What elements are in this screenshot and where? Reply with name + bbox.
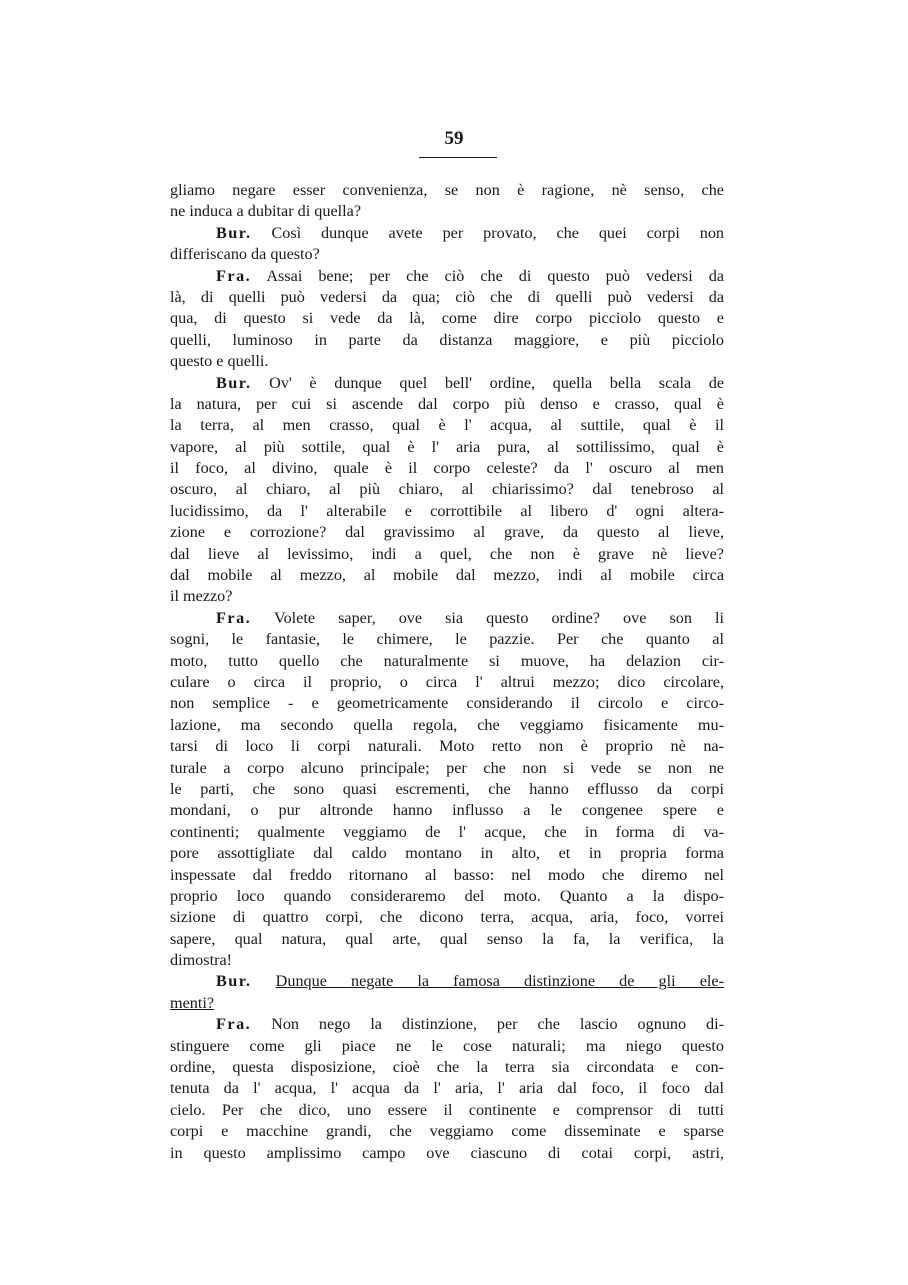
- text-line: [170, 437, 724, 458]
- line-text: turale a corpo alcuno principale; per che non si vede se non ne: [170, 758, 724, 777]
- line-text: lazione, ma secondo quella regola, che veggiamo fisicamente mu-: [170, 715, 724, 734]
- text-line: [170, 565, 724, 586]
- speaker-label: Fra.: [216, 1015, 252, 1034]
- line-text: Assai bene; per che ciò che di questo può vedersi da: [266, 266, 724, 285]
- text-line: [170, 693, 724, 714]
- text-line: [170, 1121, 724, 1142]
- text-line: [170, 586, 724, 607]
- line-text: corpi e macchine grandi, che veggiamo come disseminate e sparse: [170, 1122, 724, 1141]
- line-text: dal lieve al levissimo, indi a quel, che non è grave nè lieve?: [170, 544, 724, 563]
- text-line: [170, 993, 724, 1014]
- line-text: tarsi di loco li corpi naturali. Moto retto non è proprio nè na-: [170, 737, 724, 756]
- text-line: [170, 672, 724, 693]
- line-text: cielo. Per che dico, uno essere il continente e comprensor di tutti: [170, 1100, 724, 1119]
- line-text: Non nego la distinzione, per che lascio ognuno di-: [271, 1015, 725, 1034]
- text-line: [170, 308, 724, 329]
- text-line: [170, 201, 724, 222]
- line-text: continenti; qualmente veggiamo de l' acque, che in forma di va-: [170, 822, 724, 841]
- line-text: tenuta da l' acqua, l' acqua da l' aria, l' aria dal foco, il foco dal: [170, 1079, 724, 1098]
- text-line: [170, 1100, 724, 1121]
- line-text: dimostra!: [170, 951, 233, 970]
- speaker-label: Bur.: [216, 373, 252, 392]
- text-line: [170, 1143, 724, 1164]
- speaker-label: Bur.: [216, 223, 252, 242]
- line-text: sizione di quattro corpi, che dicono terra, acqua, aria, foco, vorrei: [170, 908, 724, 927]
- line-text: mondani, o pur altronde hanno influsso a le congenee spere e: [170, 801, 724, 820]
- text-line: [170, 458, 724, 479]
- line-text: inspessate dal freddo ritornano al basso: nel modo che diremo nel: [170, 865, 724, 884]
- text-line: [170, 223, 724, 244]
- text-line: [170, 244, 724, 265]
- text-line: [170, 266, 724, 287]
- line-text: Dunque negate la famosa distinzione de gli ele-: [275, 972, 724, 991]
- line-text: dal mobile al mezzo, al mobile dal mezzo, indi al mobile circa: [170, 566, 724, 585]
- text-line: [170, 800, 724, 821]
- text-line: [170, 330, 724, 351]
- line-text: il foco, al divino, quale è il corpo celeste? da l' oscuro al men: [170, 459, 724, 478]
- speaker-label: Bur.: [216, 972, 252, 991]
- text-line: [170, 351, 724, 372]
- text-line: [170, 950, 724, 971]
- text-line: [170, 822, 724, 843]
- text-line: [170, 758, 724, 779]
- text-line: [170, 1057, 724, 1078]
- line-text: la natura, per cui si ascende dal corpo più denso e crasso, qual è: [170, 394, 724, 413]
- line-text: questo e quelli.: [170, 352, 269, 371]
- line-text: moto, tutto quello che naturalmente si muove, ha delazion cir-: [170, 651, 724, 670]
- line-text: quelli, luminoso in parte da distanza maggiore, e più picciolo: [170, 330, 724, 349]
- text-line: [170, 715, 724, 736]
- line-text: differiscano da questo?: [170, 245, 320, 264]
- text-line: [170, 843, 724, 864]
- line-text: le parti, che sono quasi escrementi, che hanno efflusso da corpi: [170, 779, 724, 798]
- text-line: [170, 415, 724, 436]
- line-text: pore assottigliate dal caldo montano in alto, et in propria forma: [170, 844, 724, 863]
- text-line: [170, 865, 724, 886]
- line-text: Volete saper, ove sia questo ordine? ove son li: [273, 608, 724, 627]
- text-line: [170, 1014, 724, 1035]
- text-line: [170, 479, 724, 500]
- line-text: menti?: [170, 993, 215, 1012]
- line-text: gliamo negare esser convenienza, se non è ragione, nè senso, che: [170, 181, 724, 199]
- line-text: proprio loco quando consideraremo del moto. Quanto a la dispo-: [170, 886, 724, 905]
- text-line: [170, 1036, 724, 1057]
- line-text: non semplice - e geometricamente considerando il circolo e circo-: [170, 694, 724, 713]
- text-line: [170, 544, 724, 565]
- text-line: [170, 522, 724, 543]
- text-line: [170, 651, 724, 672]
- line-text: sogni, le fantasie, le chimere, le pazzie. Per che quanto al: [170, 630, 724, 649]
- text-line: [170, 180, 724, 201]
- line-text: Ov' è dunque quel bell' ordine, quella bella scala de: [269, 373, 725, 392]
- line-text: lucidissimo, da l' alterabile e corrottibile al libero d' ogni altera-: [170, 501, 724, 520]
- text-line: [170, 287, 724, 308]
- line-text: stinguere come gli piace ne le cose naturali; ma niego questo: [170, 1036, 724, 1055]
- body-text: [170, 180, 724, 1164]
- page-number: 59: [444, 128, 464, 149]
- text-line: [170, 608, 724, 629]
- text-line: [170, 907, 724, 928]
- text-line: [170, 501, 724, 522]
- text-line: [170, 629, 724, 650]
- text-line: [170, 971, 724, 992]
- text-line: [170, 736, 724, 757]
- line-text: la terra, al men crasso, qual è l' acqua, al suttile, qual è il: [170, 416, 724, 435]
- line-text: oscuro, al chiaro, al più chiaro, al chiarissimo? dal tenebroso al: [170, 480, 724, 499]
- line-text: zione e corrozione? dal gravissimo al grave, da questo al lieve,: [170, 523, 724, 542]
- text-line: [170, 929, 724, 950]
- line-text: Così dunque avete per provato, che quei corpi non: [271, 223, 725, 242]
- line-text: ordine, questa disposizione, cioè che la terra sia circondata e con-: [170, 1058, 724, 1077]
- line-text: culare o circa il proprio, o circa l' altrui mezzo; dico circolare,: [170, 672, 724, 691]
- header-rule: [419, 157, 497, 158]
- text-line: [170, 886, 724, 907]
- line-text: là, di quelli può vedersi da qua; ciò che di quelli può vedersi da: [170, 287, 724, 306]
- line-text: ne induca a dubitar di quella?: [170, 202, 362, 221]
- speaker-label: Fra.: [216, 266, 252, 285]
- line-text: sapere, qual natura, qual arte, qual senso la fa, la verifica, la: [170, 929, 724, 948]
- line-text: in questo amplissimo campo ove ciascuno di cotai corpi, astri,: [170, 1143, 724, 1162]
- line-text: qua, di questo si vede da là, come dire corpo picciolo questo e: [170, 309, 724, 328]
- text-line: [170, 394, 724, 415]
- text-line: [170, 1078, 724, 1099]
- text-line: [170, 779, 724, 800]
- text-line: [170, 373, 724, 394]
- line-text: vapore, al più sottile, qual è l' aria pura, al sottilissimo, qual è: [170, 437, 724, 456]
- speaker-label: Fra.: [216, 608, 252, 627]
- line-text: il mezzo?: [170, 587, 233, 606]
